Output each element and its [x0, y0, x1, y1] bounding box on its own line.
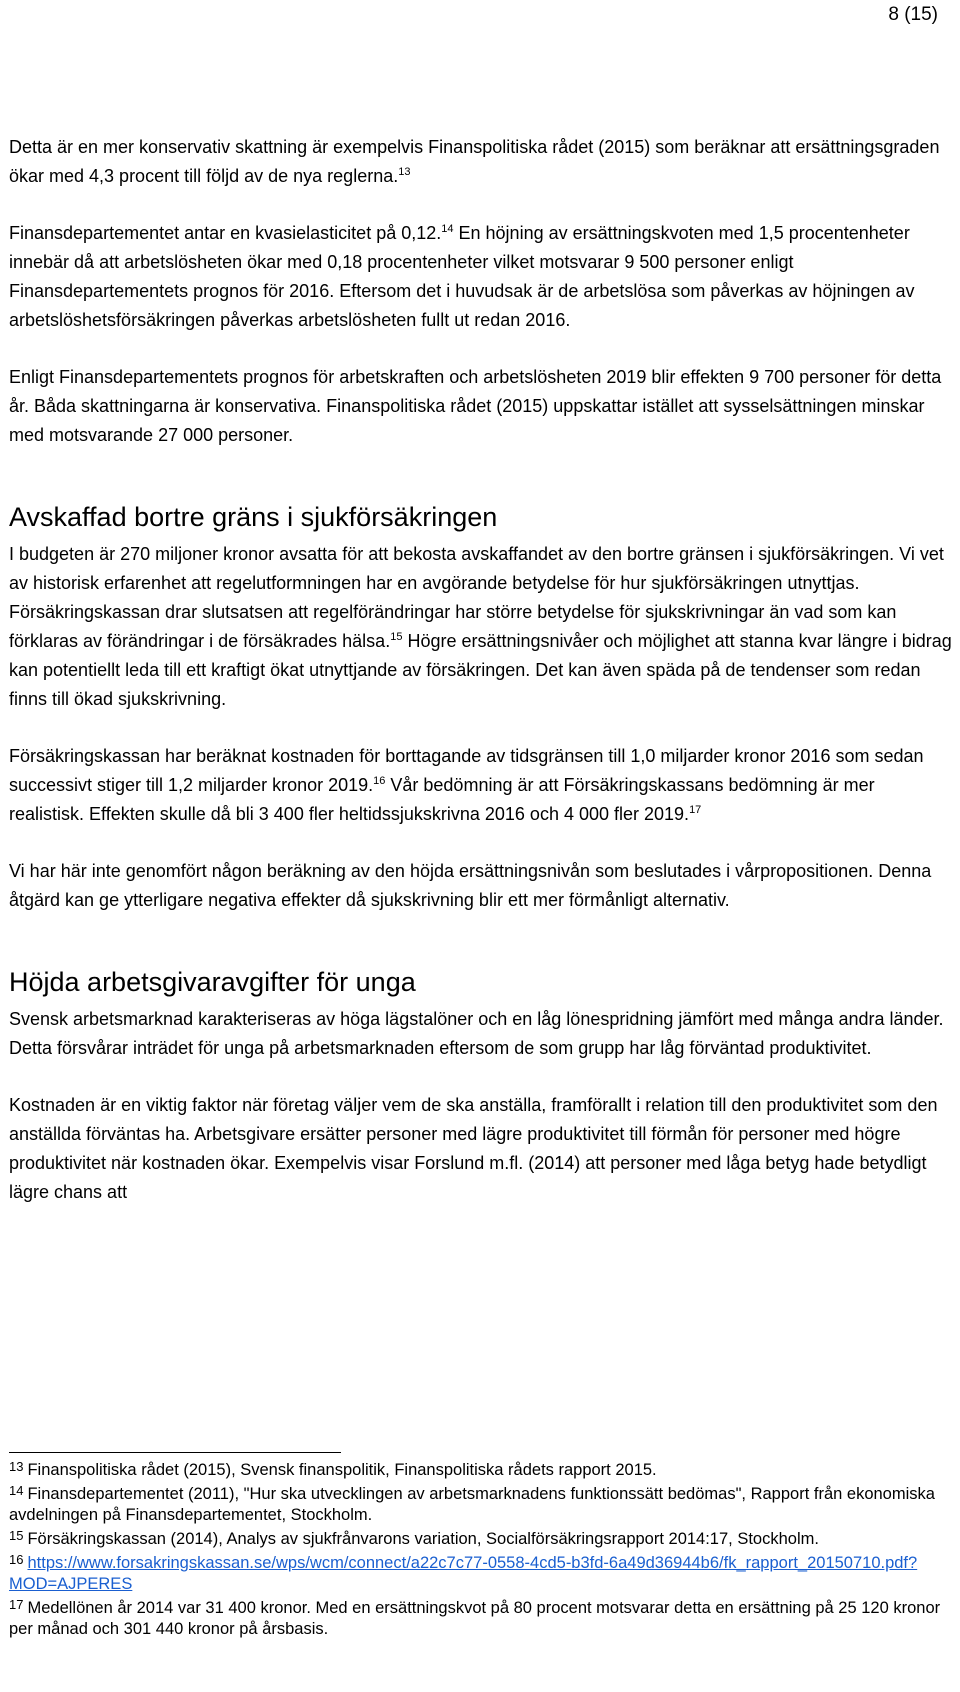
footnote-16 — [9, 1553, 954, 1595]
text-run: Högre ersättningsnivåer och möjlighet att stanna kvar längre i bidrag kan potentiellt leda till ett kraftigt ökat utnyttjande av försäkringen. Det kan även späda på de tendenser som redan finns till ökad sjukskrivning. — [9, 631, 952, 709]
section-heading: Höjda arbetsgivaravgifter för unga — [9, 967, 416, 997]
footnote-number: 16 — [9, 1552, 24, 1567]
paragraph — [9, 363, 954, 450]
footnote-13 — [9, 1460, 954, 1481]
footnote-number: 14 — [9, 1483, 24, 1498]
paragraph — [9, 857, 954, 915]
text-run: Finansdepartementet antar en kvasielasticitet på 0,12. — [9, 223, 442, 243]
footnotes — [9, 1460, 954, 1643]
text-run: Kostnaden är en viktig faktor när företag väljer vem de ska anställa, framförallt i relation till den produktivitet som den anställda förväntas ha. Arbetsgivare ersätter personer med lägre produktivitet till förmån för personer med högre produktivitet när kostnaden ökar. Exempelvis visar Forslund m.fl. (2014) att personer med låga betyg hade betydligt lägre chans att — [9, 1095, 938, 1202]
text-run: I budgeten är 270 miljoner kronor avsatta för att bekosta avskaffandet av den bortre gränsen i sjukförsäkringen. Vi vet av historisk erfarenhet att regelutformningen har en avgörande betydelse för hur sjukförsäkringen utnyttjas. Försäkringskassan drar slutsatsen att regelförändringar har större betydelse för sjukskrivningar än vad som kan förklaras av förändringar i de försäkrades hälsa. — [9, 544, 944, 651]
footnote-text: Försäkringskassan (2014), Analys av sjukfrånvarons variation, Socialförsäkringsrapport 2014:17, Stockholm. — [27, 1530, 819, 1548]
paragraph — [9, 742, 954, 829]
text-run: Svensk arbetsmarknad karakteriseras av höga lägstalöner och en låg lönespridning jämfört med många andra länder. Detta försvårar inträdet för unga på arbetsmarknaden eftersom de som grupp har låg förväntad produktivitet. — [9, 1009, 944, 1058]
footnote-ref: 13 — [398, 166, 411, 178]
footnote-number: 17 — [9, 1597, 24, 1612]
footnote-ref: 15 — [390, 631, 403, 643]
footnote-17 — [9, 1598, 954, 1640]
footnote-ref: 14 — [441, 223, 454, 235]
footnote-ref: 16 — [373, 775, 386, 787]
text-run: Vi har här inte genomfört någon beräkning av den höjda ersättningsnivån som beslutades i vårpropositionen. Denna åtgärd kan ge ytterligare negativa effekter då sjukskrivning blir ett mer förmånligt alternativ. — [9, 861, 932, 910]
document-body — [9, 133, 954, 1207]
paragraph — [9, 1005, 954, 1063]
intro-section — [9, 133, 954, 450]
paragraph — [9, 1091, 954, 1207]
text-run: Försäkringskassan har beräknat kostnaden för borttagande av tidsgränsen till 1,0 miljarder kronor 2016 som sedan successivt stiger till 1,2 miljarder kronor 2019. — [9, 746, 924, 795]
footnote-separator — [9, 1452, 341, 1453]
section-heading: Avskaffad bortre gräns i sjukförsäkringen — [9, 502, 498, 532]
text-run: Vår bedömning är att Försäkringskassans bedömning är mer realistisk. Effekten skulle då bli 3 400 fler heltidssjukskrivna 2016 och 4 000 fler 2019. — [9, 775, 875, 824]
text-run: En höjning av ersättningskvoten med 1,5 procentenheter innebär då att arbetslösheten ökar med 0,18 procentenheter vilket motsvarar 9 500 personer enligt Finansdepartementets prognos för 2016. Eftersom det i huvudsak är de arbetslösa som påverkas av höjningen av arbetslöshetsförsäkringen påverkas arbetslösheten fullt ut redan 2016. — [9, 223, 915, 330]
page-number: 8 (15) — [888, 4, 938, 25]
footnote-ref: 17 — [689, 804, 702, 816]
footnote-text: Finansdepartementet (2011), "Hur ska utvecklingen av arbetsmarknadens funktionssätt bedömas", Rapport från ekonomiska avdelningen på Finansdepartementet, Stockholm. — [9, 1485, 935, 1524]
footnote-number: 15 — [9, 1528, 24, 1543]
footnote-number: 13 — [9, 1459, 24, 1474]
text-run: Detta är en mer konservativ skattning är exempelvis Finanspolitiska rådet (2015) som beräknar att ersättningsgraden ökar med 4,3 procent till följd av de nya reglerna. — [9, 137, 940, 186]
text-run: Enligt Finansdepartementets prognos för arbetskraften och arbetslösheten 2019 blir effekten 9 700 personer för detta år. Båda skattningarna är konservativa. Finanspolitiska rådet (2015) uppskattar istället att sysselsättningen minskar med motsvarande 27 000 personer. — [9, 367, 942, 445]
paragraph — [9, 219, 954, 335]
paragraph — [9, 133, 954, 191]
footnote-link[interactable]: https://www.forsakringskassan.se/wps/wcm/connect/a22c7c77-0558-4cd5-b3fd-6a49d36944b6/fk_rapport_20150710.pdf?MOD=AJPERES — [9, 1554, 918, 1593]
footnote-15 — [9, 1529, 954, 1550]
footnote-text: Finanspolitiska rådet (2015), Svensk finanspolitik, Finanspolitiska rådets rapport 2015. — [27, 1461, 657, 1479]
footnote-14 — [9, 1484, 954, 1526]
paragraph — [9, 540, 954, 714]
footnote-text: Medellönen år 2014 var 31 400 kronor. Med en ersättningskvot på 80 procent motsvarar detta en ersättning på 25 120 kronor per månad och 301 440 kronor på årsbasis. — [9, 1599, 941, 1638]
